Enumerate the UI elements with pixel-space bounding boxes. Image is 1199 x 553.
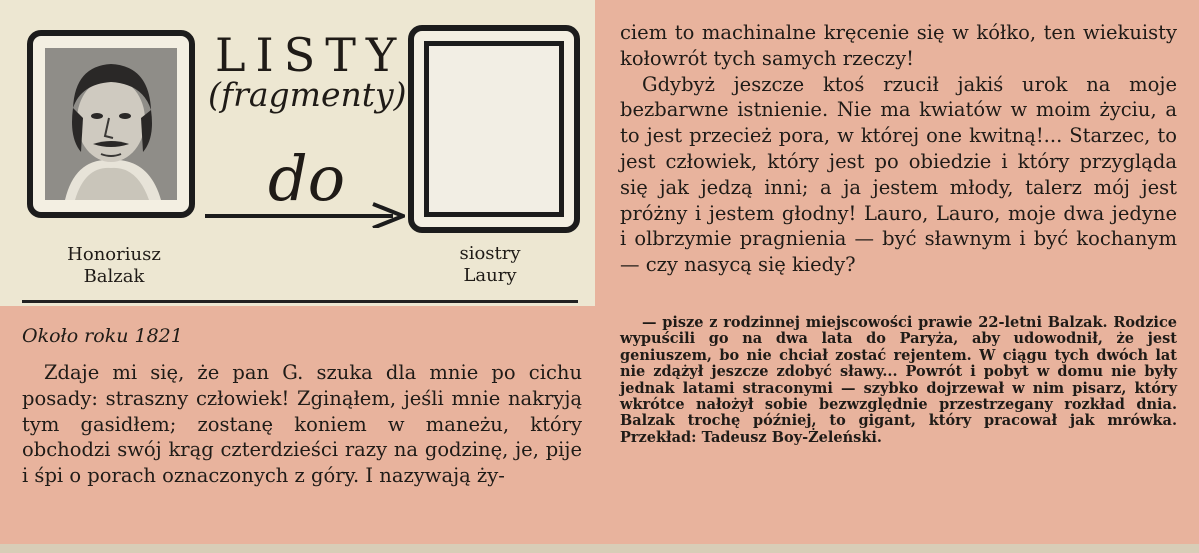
title-do: do <box>268 142 346 215</box>
right-column-text <box>620 20 1177 278</box>
page-bottom-edge <box>0 544 1199 553</box>
divider <box>22 300 578 303</box>
caption-laura <box>420 243 560 287</box>
caption-line: Balzak <box>83 266 145 287</box>
caption-line: siostry <box>459 243 521 264</box>
empty-portrait-frame <box>408 25 580 233</box>
balzac-portrait-image <box>45 48 177 200</box>
paragraph: Zdaje mi się, że pan G. szuka dla mnie po cichu posady: straszny człowiek! Zginąłem, jeśli mnie nakryją tym gasidłem; zostanę koniem w maneżu, który obchodzi swój krąg czterdzieści razy na godzinę, je, pije i śpi o porach oznaczonych z góry. I nazywają ży- <box>22 361 582 488</box>
biographical-note <box>620 315 1177 446</box>
caption-balzak <box>30 244 198 288</box>
arrow-icon <box>205 198 405 228</box>
paragraph: ciem to machinalne kręcenie się w kółko, ten wiekuisty kołowrót tych samych rzeczy! <box>620 21 1177 70</box>
paragraph: Gdybyż jeszcze ktoś rzucił jakiś urok na moje bezbarwne istnienie. Nie ma kwiatów w moim życiu, a to jest przecież pora, w której one kwitną!... Starzec, to jest człowiek, który jest po obiedzie i który przygląda się jak jedzą inni; a ja jestem młody, talerz mój jest próżny i jestem głodny! Lauro, Lauro, moje dwa jedyne i olbrzymie pragnienia — być sławnym i być kochanym — czy nasycą się kiedy? <box>620 72 1177 277</box>
title-fragmenty: (fragmenty) <box>208 75 407 114</box>
empty-portrait-inner <box>424 41 564 217</box>
left-column-text <box>22 360 582 489</box>
note-paragraph: — pisze z rodzinnej miejscowości prawie 22-letni Balzak. Rodzice wypuścili go na dwa lata do Paryża, aby udowodnił, że jest geniuszem, bo nie chciał zostać rejentem. W ciągu tych dwóch lat nie zdążył jeszcze zdobyć sławy... Powrót i pobyt w domu nie były jednak latami straconymi — szybko dojrzewał w nim pisarz, który wkrótce nałożył sobie bezwzględnie przestrzegany rozkład dnia. Balzak trochę później, to gigant, który pracował jak mrówka. Przekład: Tadeusz Boy-Żeleński. <box>620 314 1177 446</box>
section-heading: Około roku 1821 <box>22 325 183 347</box>
caption-line: Laury <box>463 265 517 286</box>
caption-line: Honoriusz <box>67 244 161 265</box>
portrait-drawing <box>45 48 177 200</box>
title-listy: LISTY <box>215 28 407 82</box>
portrait-frame <box>27 30 195 218</box>
